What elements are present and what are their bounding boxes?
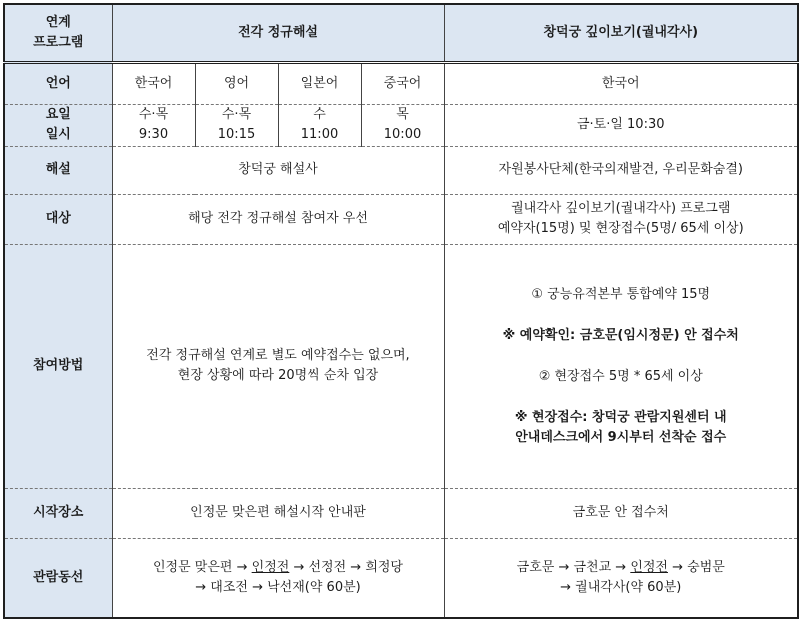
language-deep-tour: 한국어 — [444, 62, 798, 104]
corner-line1: 연계 — [45, 14, 71, 30]
schedule-japanese — [278, 104, 361, 146]
route-regular-tour — [112, 538, 444, 618]
schedule-time: 10:15 — [217, 127, 256, 142]
guide-deep-tour: 자원봉사단체(한국의재발견, 우리문화숨결) — [444, 146, 798, 194]
guide-regular-tour: 창덕궁 해설사 — [112, 146, 444, 194]
target-deep-line2: 예약자(15명) 및 현장접수(5명/ 65세 이상) — [497, 221, 744, 236]
route-regular-line2: → 대조전 → 낙선재(약 60분) — [195, 579, 361, 595]
language-row — [4, 62, 798, 104]
schedule-day: 수·목 — [221, 107, 252, 122]
column-header-deep-tour: 창덕궁 깊이보기(궐내각사) — [444, 4, 798, 62]
corner-line2: 프로그램 — [33, 34, 84, 50]
method-deep-tour — [444, 244, 798, 488]
schedule-english — [195, 104, 278, 146]
schedule-time: 9:30 — [138, 127, 169, 142]
language-japanese: 일본어 — [278, 62, 361, 104]
row-label-target: 대상 — [4, 194, 112, 244]
row-label-route: 관람동선 — [4, 538, 112, 618]
method-note-reservation-check: ※ 예약확인: 금호문(임시정문) 안 접수처 — [502, 327, 739, 343]
schedule-chinese — [361, 104, 444, 146]
schedule-label-line2: 일시 — [45, 127, 71, 142]
route-deep-line2: → 궐내각사(약 60분) — [560, 579, 682, 595]
schedule-deep-tour: 금·토·일 10:30 — [444, 104, 798, 146]
schedule-korean — [112, 104, 195, 146]
method-item-online-reservation: ① 궁능유적본부 통합예약 15명 — [531, 286, 711, 302]
method-regular-tour — [112, 244, 444, 488]
language-korean: 한국어 — [112, 62, 195, 104]
route-row — [4, 538, 798, 618]
target-row — [4, 194, 798, 244]
row-label-schedule — [4, 104, 112, 146]
column-header-regular-tour: 전각 정규해설 — [112, 4, 444, 62]
schedule-time: 11:00 — [300, 127, 339, 142]
route-deep-line1: 금호문 → 금천교 → 인정전 → 숭범문 — [516, 559, 725, 575]
route-highlight-injeongjeon: 인정전 — [251, 559, 290, 575]
language-chinese: 중국어 — [361, 62, 444, 104]
schedule-time: 10:00 — [383, 127, 422, 142]
method-row — [4, 244, 798, 488]
row-label-method: 참여방법 — [4, 244, 112, 488]
language-english: 영어 — [195, 62, 278, 104]
route-regular-line1: 인정문 맞은편 → 인정전 → 선정전 → 희정당 — [153, 559, 403, 575]
start-regular-tour: 인정문 맞은편 해설시작 안내판 — [112, 488, 444, 538]
header-row — [4, 4, 798, 62]
schedule-day: 수·목 — [138, 107, 169, 122]
header-corner — [4, 4, 112, 62]
route-deep-tour — [444, 538, 798, 618]
row-label-start: 시작장소 — [4, 488, 112, 538]
program-table — [3, 3, 799, 619]
method-regular-line1: 전각 정규해설 연계로 별도 예약접수는 없으며, — [146, 348, 410, 363]
target-deep-line1: 궐내각사 깊이보기(궐내각사) 프로그램 — [511, 201, 731, 216]
guide-row — [4, 146, 798, 194]
row-label-guide: 해설 — [4, 146, 112, 194]
target-deep-tour — [444, 194, 798, 244]
row-label-language: 언어 — [4, 62, 112, 104]
route-highlight-injeongjeon: 인정전 — [630, 559, 668, 575]
start-deep-tour: 금호문 안 접수처 — [444, 488, 798, 538]
method-item-onsite: ② 현장접수 5명 * 65세 이상 — [538, 368, 703, 384]
schedule-row — [4, 104, 798, 146]
schedule-label-line1: 요일 — [45, 107, 71, 122]
method-regular-line2: 현장 상황에 따라 20명씩 순차 입장 — [177, 368, 379, 383]
start-row — [4, 488, 798, 538]
schedule-day: 목 — [396, 107, 409, 122]
schedule-day: 수 — [313, 107, 326, 122]
target-regular-tour: 해당 전각 정규해설 참여자 우선 — [112, 194, 444, 244]
method-note-onsite-line1: ※ 현장접수: 창덕궁 관람지원센터 내 — [514, 409, 727, 425]
method-note-onsite-line2: 안내데스크에서 9시부터 선착순 접수 — [515, 429, 727, 445]
